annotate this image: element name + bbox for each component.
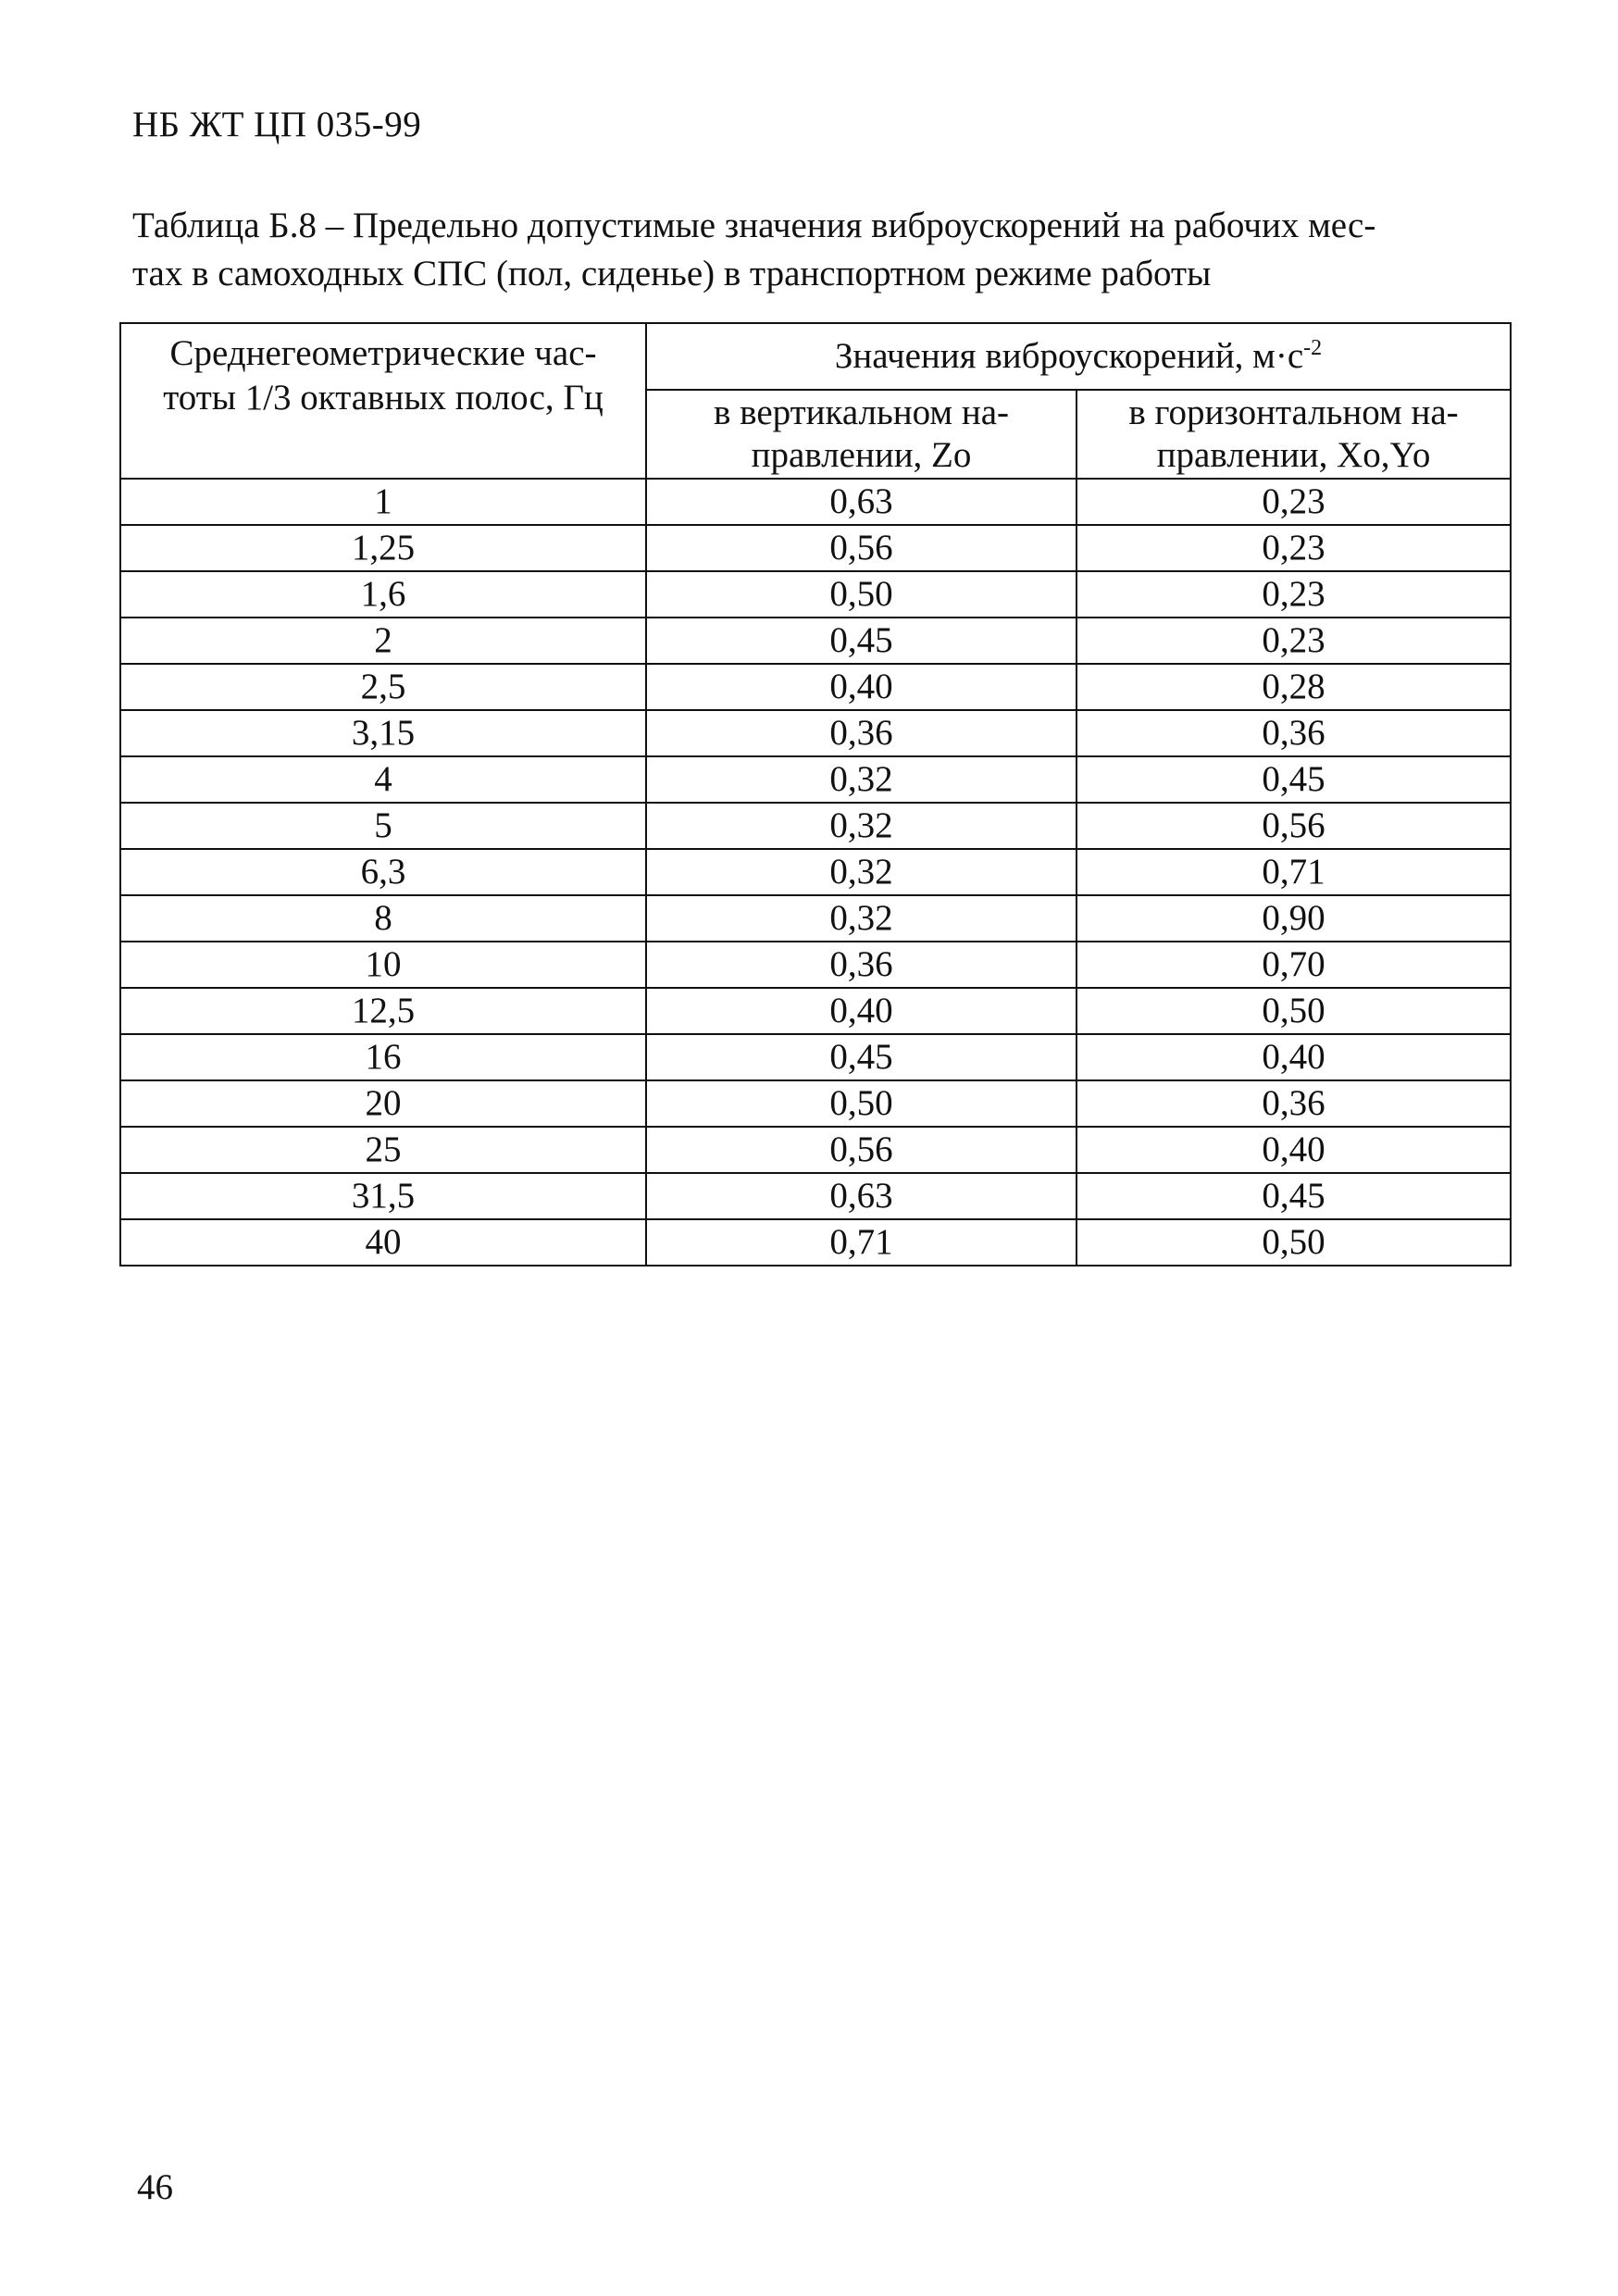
vibration-table bbox=[119, 322, 1512, 1267]
table-row bbox=[120, 942, 1511, 988]
table-row bbox=[120, 803, 1511, 849]
table-row bbox=[120, 710, 1511, 756]
frequency-cell: 20 bbox=[120, 1080, 646, 1127]
frequency-cell: 1,6 bbox=[120, 571, 646, 618]
horizontal-value-cell: 0,28 bbox=[1077, 664, 1511, 710]
frequency-cell: 12,5 bbox=[120, 988, 646, 1034]
table-row bbox=[120, 664, 1511, 710]
horizontal-column-header bbox=[1077, 390, 1511, 479]
frequency-cell: 25 bbox=[120, 1127, 646, 1173]
horizontal-value-cell: 0,90 bbox=[1077, 895, 1511, 942]
frequency-column-header bbox=[120, 323, 646, 479]
vertical-column-header bbox=[646, 390, 1077, 479]
table-row bbox=[120, 1080, 1511, 1127]
table-caption bbox=[132, 202, 1502, 298]
values-group-header bbox=[646, 323, 1511, 390]
vertical-value-cell: 0,50 bbox=[646, 1080, 1077, 1127]
vertical-value-cell: 0,56 bbox=[646, 1127, 1077, 1173]
document-code: НБ ЖТ ЦП 035-99 bbox=[132, 105, 422, 144]
frequency-header-line-1: Среднегеометрические час- bbox=[169, 333, 597, 373]
vertical-header-line-2: правлении, Zo bbox=[751, 435, 972, 475]
frequency-cell: 31,5 bbox=[120, 1173, 646, 1219]
horizontal-value-cell: 0,70 bbox=[1077, 942, 1511, 988]
frequency-cell: 1,25 bbox=[120, 525, 646, 571]
horizontal-header-line-1: в горизонтальном на- bbox=[1128, 393, 1459, 432]
vertical-value-cell: 0,63 bbox=[646, 1173, 1077, 1219]
vertical-value-cell: 0,32 bbox=[646, 849, 1077, 895]
horizontal-value-cell: 0,36 bbox=[1077, 1080, 1511, 1127]
page-number: 46 bbox=[137, 2167, 173, 2207]
horizontal-value-cell: 0,23 bbox=[1077, 571, 1511, 618]
frequency-cell: 5 bbox=[120, 803, 646, 849]
frequency-cell: 3,15 bbox=[120, 710, 646, 756]
horizontal-value-cell: 0,23 bbox=[1077, 479, 1511, 525]
vertical-value-cell: 0,40 bbox=[646, 664, 1077, 710]
table-body bbox=[120, 479, 1511, 1266]
horizontal-value-cell: 0,50 bbox=[1077, 1219, 1511, 1266]
table-row bbox=[120, 988, 1511, 1034]
frequency-cell: 4 bbox=[120, 756, 646, 803]
horizontal-value-cell: 0,50 bbox=[1077, 988, 1511, 1034]
table-row bbox=[120, 895, 1511, 942]
horizontal-value-cell: 0,45 bbox=[1077, 756, 1511, 803]
vertical-value-cell: 0,36 bbox=[646, 942, 1077, 988]
horizontal-value-cell: 0,56 bbox=[1077, 803, 1511, 849]
horizontal-value-cell: 0,36 bbox=[1077, 710, 1511, 756]
horizontal-value-cell: 0,23 bbox=[1077, 618, 1511, 664]
frequency-cell: 1 bbox=[120, 479, 646, 525]
frequency-header-line-2: тоты 1/3 октавных полос, Гц bbox=[163, 378, 604, 418]
frequency-cell: 10 bbox=[120, 942, 646, 988]
vertical-value-cell: 0,32 bbox=[646, 756, 1077, 803]
vertical-header-line-1: в вертикальном на- bbox=[713, 393, 1010, 432]
frequency-cell: 2,5 bbox=[120, 664, 646, 710]
values-header-text: Значения виброускорений, м·с bbox=[834, 336, 1304, 376]
values-header-exponent: -2 bbox=[1303, 336, 1323, 360]
table-row bbox=[120, 849, 1511, 895]
table-row bbox=[120, 618, 1511, 664]
table-row bbox=[120, 1127, 1511, 1173]
table-row bbox=[120, 571, 1511, 618]
table-row bbox=[120, 479, 1511, 525]
vertical-value-cell: 0,56 bbox=[646, 525, 1077, 571]
vertical-value-cell: 0,63 bbox=[646, 479, 1077, 525]
vertical-value-cell: 0,45 bbox=[646, 618, 1077, 664]
table-row bbox=[120, 1219, 1511, 1266]
vertical-value-cell: 0,36 bbox=[646, 710, 1077, 756]
vertical-value-cell: 0,71 bbox=[646, 1219, 1077, 1266]
table-row bbox=[120, 525, 1511, 571]
caption-line-2: тах в самоходных СПС (пол, сиденье) в транспортном режиме работы bbox=[132, 254, 1212, 293]
table-row bbox=[120, 1034, 1511, 1080]
horizontal-value-cell: 0,71 bbox=[1077, 849, 1511, 895]
table-row bbox=[120, 756, 1511, 803]
horizontal-value-cell: 0,40 bbox=[1077, 1034, 1511, 1080]
caption-line-1: Таблица Б.8 – Предельно допустимые значения виброускорений на рабочих мес- bbox=[132, 206, 1376, 245]
vertical-value-cell: 0,32 bbox=[646, 895, 1077, 942]
horizontal-value-cell: 0,40 bbox=[1077, 1127, 1511, 1173]
frequency-cell: 16 bbox=[120, 1034, 646, 1080]
horizontal-value-cell: 0,23 bbox=[1077, 525, 1511, 571]
frequency-cell: 2 bbox=[120, 618, 646, 664]
frequency-cell: 6,3 bbox=[120, 849, 646, 895]
horizontal-value-cell: 0,45 bbox=[1077, 1173, 1511, 1219]
table-row bbox=[120, 1173, 1511, 1219]
vertical-value-cell: 0,32 bbox=[646, 803, 1077, 849]
vertical-value-cell: 0,50 bbox=[646, 571, 1077, 618]
frequency-cell: 8 bbox=[120, 895, 646, 942]
vertical-value-cell: 0,45 bbox=[646, 1034, 1077, 1080]
vertical-value-cell: 0,40 bbox=[646, 988, 1077, 1034]
horizontal-header-line-2: правлении, Xo,Yo bbox=[1156, 435, 1431, 475]
frequency-cell: 40 bbox=[120, 1219, 646, 1266]
